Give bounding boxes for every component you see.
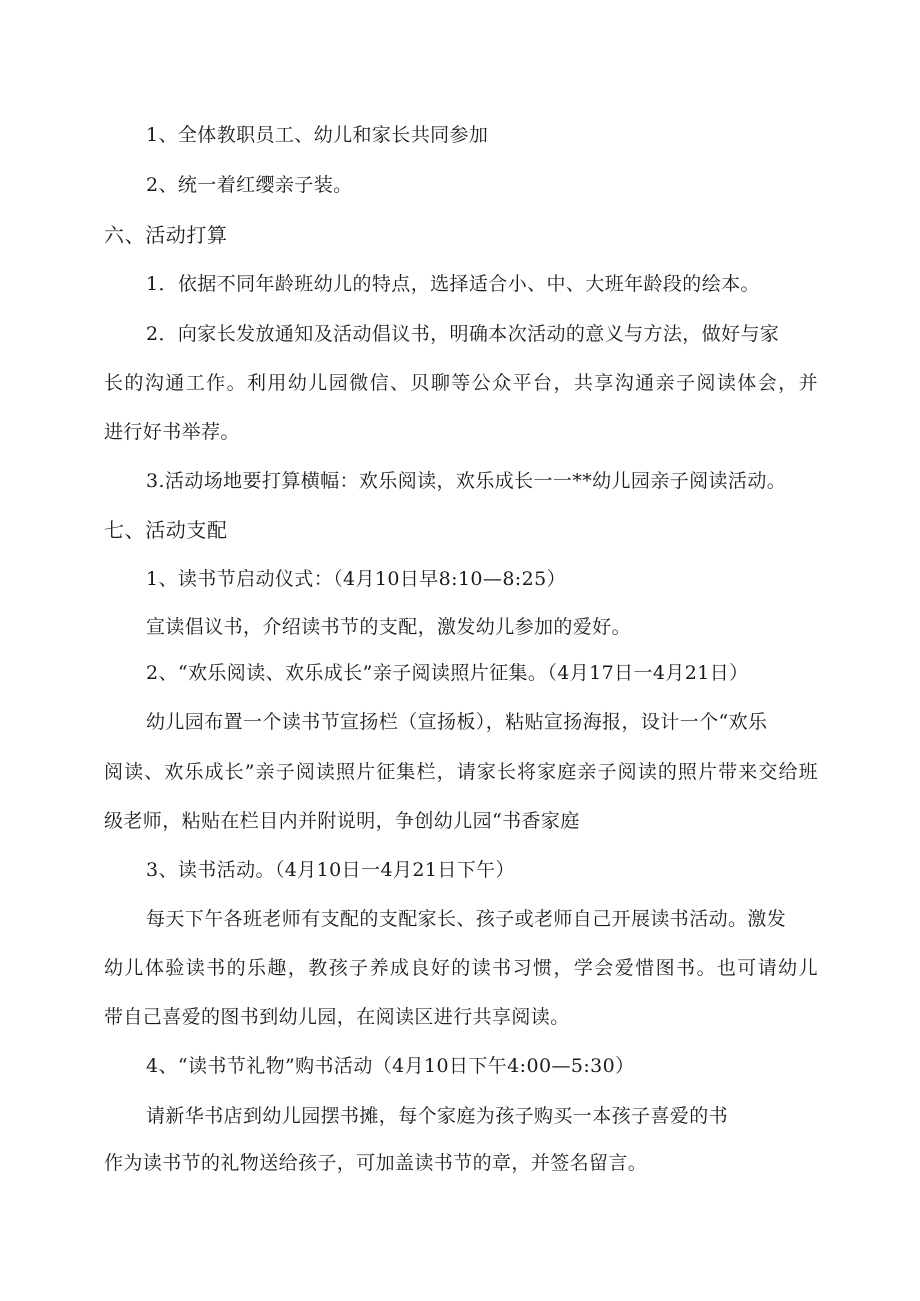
paragraph-line: 长的沟通工作。利用幼儿园微信、贝聊等公众平台，共享沟通亲子阅读体会，并 [104, 372, 818, 394]
paragraph-line: 1．依据不同年龄班幼儿的特点，选择适合小、中、大班年龄段的绘本。 [146, 273, 760, 295]
paragraph-line: 阅读、欢乐成长”亲子阅读照片征集栏，请家长将家庭亲子阅读的照片带来交给班 [104, 761, 818, 783]
paragraph-line: 2、“欢乐阅读、欢乐成长”亲子阅读照片征集。（4月17日一4月21日） [146, 662, 749, 684]
paragraph-line: 3.活动场地要打算横幅：欢乐阅读，欢乐成长一一**幼儿园亲子阅读活动。 [146, 470, 787, 492]
paragraph-line: 宣读倡议书，介绍读书节的支配，激发幼儿参加的爱好。 [146, 616, 632, 638]
paragraph-line: 2、统一着红缨亲子装。 [146, 174, 353, 196]
paragraph-line: 4、“读书节礼物”购书活动（4月10日下午4:00—5:30） [146, 1055, 635, 1077]
paragraph-line: 1、全体教职员工、幼儿和家长共同参加 [146, 124, 489, 146]
paragraph-line: 请新华书店到幼儿园摆书摊，每个家庭为孩子购买一本孩子喜爱的书 [146, 1105, 729, 1127]
paragraph-line: 带自己喜爱的图书到幼儿园，在阅读区进行共享阅读。 [104, 1006, 570, 1028]
section-heading: 六、活动打算 [104, 223, 228, 247]
paragraph-line: 2．向家长发放通知及活动倡议书，明确本次活动的意义与方法，做好与家 [146, 323, 780, 345]
section-heading: 七、活动支配 [104, 518, 228, 542]
paragraph-line: 幼儿园布置一个读书节宣扬栏（宣扬板），粘贴宣扬海报，设计一个“欢乐 [146, 711, 768, 733]
paragraph-line: 级老师，粘贴在栏目内并附说明，争创幼儿园“书香家庭 [104, 810, 580, 832]
paragraph-line: 幼儿体验读书的乐趣，教孩子养成良好的读书习惯，学会爱惜图书。也可请幼儿 [104, 957, 818, 979]
paragraph-line: 作为读书节的礼物送给孩子，可加盖读书节的章，并签名留言。 [104, 1152, 648, 1174]
paragraph-line: 1、读书节启动仪式：（4月10日早8:10—8:25） [146, 568, 566, 590]
paragraph-line: 每天下午各班老师有支配的支配家长、孩子或老师自己开展读书活动。激发 [146, 908, 787, 930]
paragraph-line: 3、读书活动。（4月10日一4月21日下午） [146, 859, 515, 881]
paragraph-line: 进行好书举荐。 [104, 421, 240, 443]
